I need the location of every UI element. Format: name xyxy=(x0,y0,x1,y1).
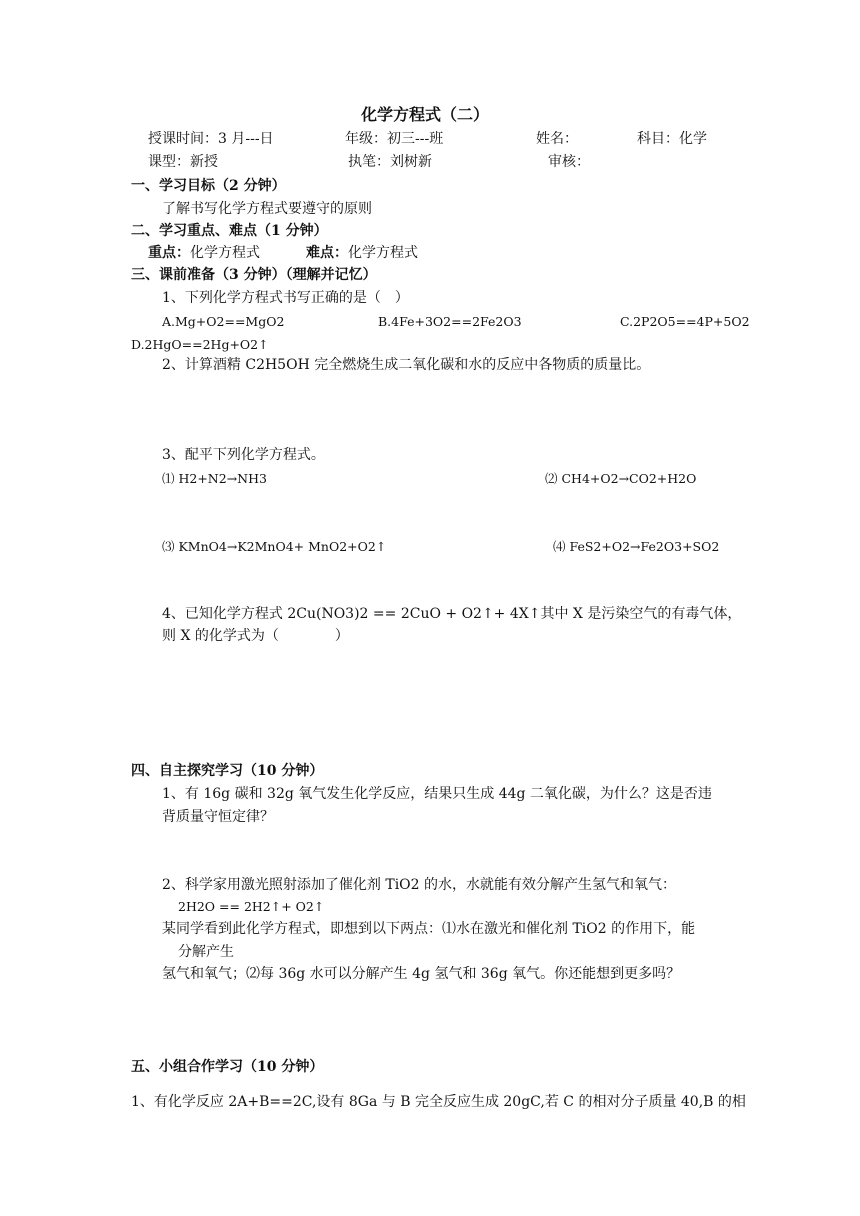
self-study-question-2-line-4: 分解产生 xyxy=(178,944,234,960)
goals-text: 了解书写化学方程式要遵守的原则 xyxy=(162,201,372,217)
equation-4: ⑷ FeS2+O2→Fe2O3+SO2 xyxy=(553,539,720,554)
subject: 科目：化学 xyxy=(637,131,707,147)
key-value: 化学方程式 xyxy=(190,245,260,261)
option-a: A.Mg+O2==MgO2 xyxy=(162,314,285,329)
lesson-type: 课型：新授 xyxy=(148,154,218,170)
prep-question-2: 2、计算酒精 C2H5OH 完全燃烧生成二氧化碳和水的反应中各物质的质量比。 xyxy=(162,357,651,373)
difficulty-line xyxy=(306,244,418,262)
section-heading-goals: 一、学习目标（2 分钟） xyxy=(131,178,286,194)
option-c: C.2P2O5==4P+5O2 xyxy=(620,314,750,329)
prep-question-3: 3、配平下列化学方程式。 xyxy=(162,447,325,463)
writer: 执笔：刘树新 xyxy=(348,154,432,170)
section-heading-preparation: 三、课前准备（3 分钟）（理解并记忆） xyxy=(131,267,377,283)
equation-1: ⑴ H2+N2→NH3 xyxy=(162,471,267,486)
water-decomposition-equation: 2H2O == 2H2↑+ O2↑ xyxy=(178,899,325,914)
option-d: D.2HgO==2Hg+O2↑ xyxy=(131,337,269,352)
group-study-question-1: 1、有化学反应 2A+B==2C,设有 8Ga 与 B 完全反应生成 20gC,若 C 的相对分子质量 40,B 的相 xyxy=(131,1094,746,1110)
student-name: 姓名： xyxy=(536,131,578,147)
equation-2: ⑵ CH4+O2→CO2+H2O xyxy=(545,471,697,486)
reviewer: 审核： xyxy=(548,154,590,170)
keypoints-line xyxy=(148,244,260,262)
section-heading-self-study: 四、自主探究学习（10 分钟） xyxy=(131,763,324,779)
section-heading-group-study: 五、小组合作学习（10 分钟） xyxy=(131,1059,324,1075)
prep-question-1: 1、下列化学方程式书写正确的是（ ） xyxy=(162,290,409,306)
section-heading-keypoints: 二、学习重点、难点（1 分钟） xyxy=(131,223,328,239)
lesson-time: 授课时间：3 月---日 xyxy=(148,131,274,147)
page-title: 化学方程式（二） xyxy=(361,105,490,124)
self-study-question-2-line-1: 2、科学家用激光照射添加了催化剂 TiO2 的水，水就能有效分解产生氢气和氧气： xyxy=(162,877,677,893)
self-study-question-1-line-2: 背质量守恒定律？ xyxy=(162,809,274,825)
prep-question-4-line-1: 4、已知化学方程式 2Cu(NO3)2 == 2CuO + O2↑+ 4X↑其中 X 是污染空气的有毒气体， xyxy=(162,606,742,622)
equation-3: ⑶ KMnO4→K2MnO4+ MnO2+O2↑ xyxy=(162,539,387,554)
self-study-question-2-line-3: 某同学看到此化学方程式，即想到以下两点：⑴水在激光和催化剂 TiO2 的作用下，能 xyxy=(162,921,696,937)
difficulty-value: 化学方程式 xyxy=(348,245,418,261)
prep-question-4-line-2: 则 X 的化学式为（ ） xyxy=(162,628,349,644)
option-b: B.4Fe+3O2==2Fe2O3 xyxy=(378,314,522,329)
difficulty-label: 难点： xyxy=(306,245,348,261)
self-study-question-2-line-5: 氢气和氧气；⑵每 36g 水可以分解产生 4g 氢气和 36g 氧气。你还能想到更多吗？ xyxy=(162,966,681,982)
grade: 年级：初三---班 xyxy=(345,131,444,147)
key-label: 重点： xyxy=(148,245,190,261)
self-study-question-1-line-1: 1、有 16g 碳和 32g 氧气发生化学反应，结果只生成 44g 二氧化碳，为什么？这是否违 xyxy=(162,786,712,802)
